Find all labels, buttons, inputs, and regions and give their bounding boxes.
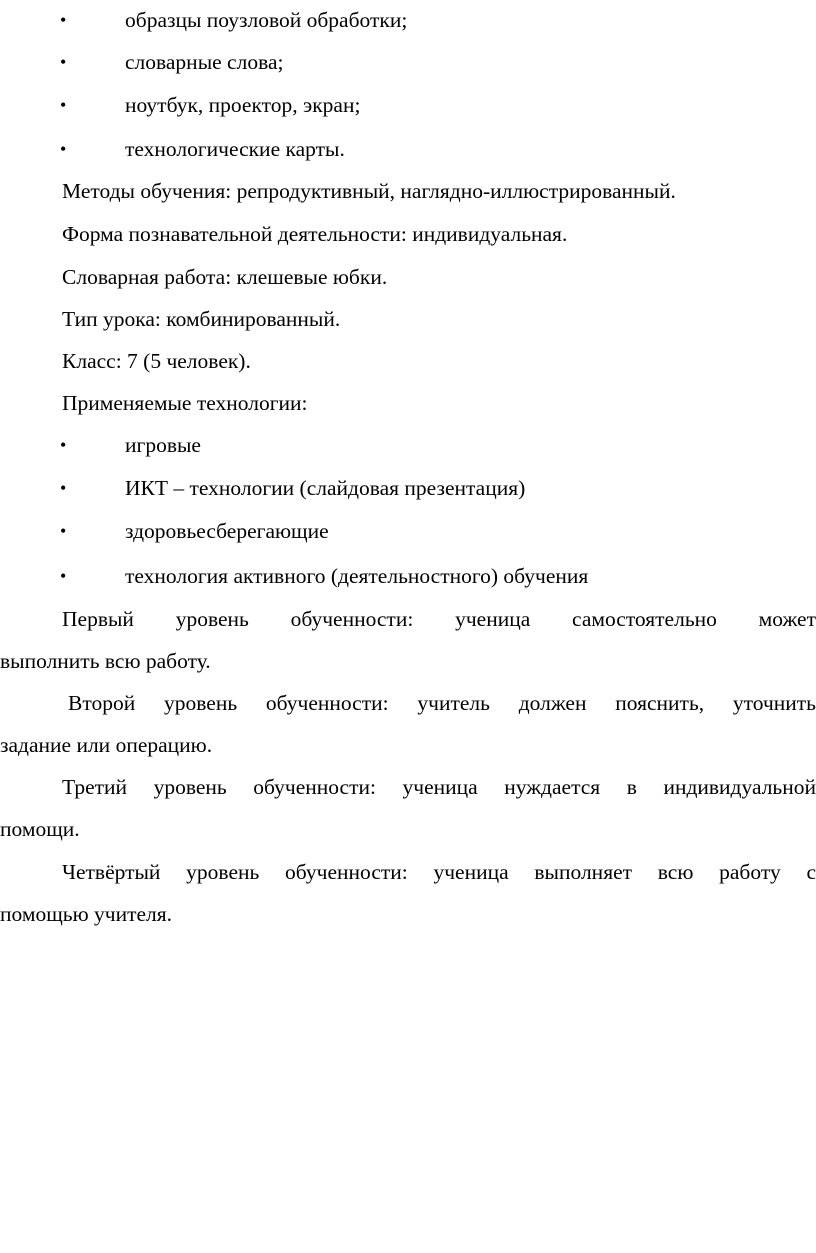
class-text: Класс: 7 (5 человек). [62,349,251,373]
technologies-heading-line [0,388,816,418]
material-item: образцы поузловой обработки; [125,8,408,32]
methods-text: Методы обучения: репродуктивный, наглядно-иллюстрированный. [62,179,676,203]
level-2-text: Второй уровень обученности: учитель должен пояснить, уточнить [68,691,816,715]
level-1-line [0,604,816,634]
lesson-type-line [0,304,816,334]
bullet-icon: • [60,435,67,455]
bullet-icon: • [60,566,67,586]
level-3-continuation [0,814,816,844]
technology-item: ИКТ – технологии (слайдовая презентация) [125,476,526,500]
level-1-text-cont: выполнить всю работу. [0,649,211,673]
material-item: технологические карты. [125,137,345,161]
bullet-icon: • [60,95,67,115]
list-item [0,516,816,546]
methods-line [0,176,816,206]
level-4-text-cont: помощью учителя. [0,902,172,926]
level-2-continuation [0,730,816,760]
technologies-heading: Применяемые технологии: [62,391,308,415]
level-4-continuation [0,899,816,929]
list-item [0,90,816,120]
level-4-line [0,857,816,887]
bullet-icon: • [60,139,67,159]
list-item [0,5,816,35]
material-item: ноутбук, проектор, экран; [125,93,361,117]
level-4-text: Четвёртый уровень обученности: ученица выполняет всю работу с [62,860,816,884]
technology-item: здоровьесберегающие [125,519,329,543]
level-1-text: Первый уровень обученности: ученица самостоятельно может [62,607,816,631]
bullet-icon: • [60,10,67,30]
list-item [0,134,816,164]
technology-item: технология активного (деятельностного) обучения [125,564,589,588]
lesson-type-text: Тип урока: комбинированный. [62,307,341,331]
vocabulary-text: Словарная работа: клешевые юбки. [62,265,388,289]
list-item [0,473,816,503]
list-item [0,561,816,591]
bullet-icon: • [60,478,67,498]
bullet-icon: • [60,52,67,72]
list-item [0,430,816,460]
level-3-text: Третий уровень обученности: ученица нуждается в индивидуальной [62,775,816,799]
level-3-text-cont: помощи. [0,817,80,841]
level-2-text-cont: задание или операцию. [0,733,213,757]
bullet-icon: • [60,521,67,541]
material-item: словарные слова; [125,50,284,74]
level-2-line [0,688,816,718]
class-line [0,346,816,376]
list-item [0,47,816,77]
level-1-continuation [0,646,816,676]
technology-item: игровые [125,433,201,457]
form-line [0,219,816,249]
level-3-line [0,772,816,802]
form-text: Форма познавательной деятельности: индивидуальная. [62,222,568,246]
vocabulary-line [0,262,816,292]
